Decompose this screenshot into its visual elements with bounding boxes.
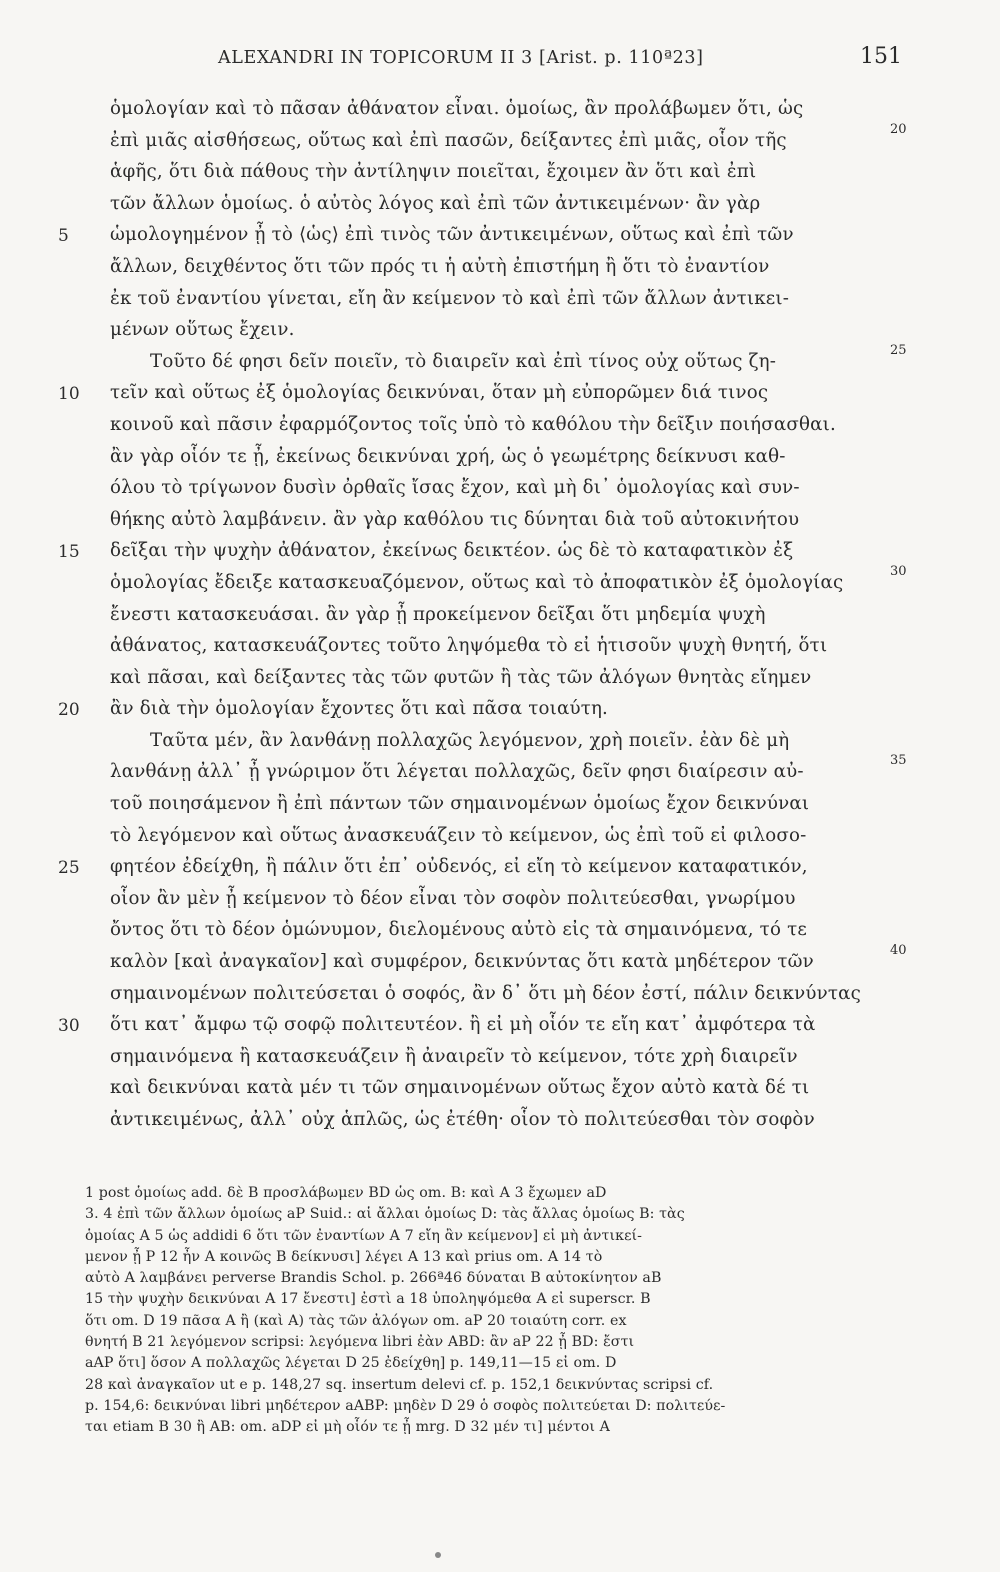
line-text: ἐκ τοῦ ἐναντίου γίνεται, εἴη ἂν κείμενον τὸ καὶ ἐπὶ τῶν ἄλλων ἀντικει- <box>110 287 790 309</box>
line-text: ὅτι κατ᾽ ἄμφω τῷ σοφῷ πολιτευτέον. ἢ εἰ μὴ οἷόν τε εἴη κατ᾽ ἀμφότερα τὰ <box>110 1014 816 1036</box>
footnote-text: 28 καὶ ἀναγκαῖον ut e p. 148,27 sq. insertum delevi cf. p. 152,1 δεικνύντας scripsi cf. <box>85 1376 714 1393</box>
text-line <box>0 981 1000 1013</box>
line-number: 20 <box>58 700 80 721</box>
footnote-line <box>0 1183 1000 1204</box>
page-header <box>0 44 1000 74</box>
line-number: 5 <box>58 226 69 247</box>
footnote-line <box>0 1417 1000 1438</box>
text-line <box>0 380 1000 412</box>
critical-apparatus <box>0 1183 1000 1439</box>
line-text: τοῦ ποιησάμενον ἢ ἐπὶ πάντων τῶν σημαινομένων ὁμοίως ἔχον δεικνύναι <box>110 793 810 815</box>
line-number: 15 <box>58 542 80 563</box>
text-line <box>0 753 1000 791</box>
text-line <box>0 254 1000 286</box>
footnote-line <box>0 1226 1000 1247</box>
text-line <box>0 538 1000 570</box>
text-line <box>0 286 1000 318</box>
line-number: 10 <box>58 384 80 405</box>
line-text: ἀντικειμένως, ἀλλ᾽ οὐχ ἁπλῶς, ὡς ἐτέθη· οἷον τὸ πολιτεύεσθαι τὸν σοφὸν <box>110 1109 815 1130</box>
footnote-text: 15 τὴν ψυχὴν δεικνύναι A 17 ἔνεστι] ἐστὶ a 18 ὑποληψόμεθα A εἰ superscr. B <box>85 1291 651 1308</box>
text-line <box>0 728 1000 760</box>
footnote-line <box>0 1353 1000 1374</box>
footnote-text: μενον ᾖ P 12 ἦν A κοινῶς B δείκνυσι] λέγει A 13 καὶ prius om. A 14 τὸ <box>85 1248 603 1265</box>
footnote-text: θνητή B 21 λεγόμενον scripsi: λεγόμενα libri ἐὰν ABD: ἂν aP 22 ᾖ BD: ἔστι <box>85 1334 635 1351</box>
line-text: φητέον ἐδείχθη, ἢ πάλιν ὅτι ἐπ᾽ οὐδενός, εἰ εἴη τὸ κείμενον καταφατικόν, <box>110 856 808 878</box>
line-text: ἐπὶ μιᾶς αἰσθήσεως, οὕτως καὶ ἐπὶ πασῶν, δείξαντες ἐπὶ μιᾶς, οἷον τῆς <box>110 129 787 151</box>
footnote-text: 1 post ὁμοίως add. δὲ B προσλάβωμεν BD ὡς om. B: καὶ A 3 ἔχωμεν aD <box>85 1185 607 1201</box>
text-line <box>0 222 1000 254</box>
line-text: μένων οὕτως ἔχειν. <box>110 319 295 341</box>
footnote-line <box>0 1204 1000 1225</box>
line-text: όλου τὸ τρίγωνον δυσὶν ὀρθαῖς ἴσας ἔχον, καὶ μὴ δι᾽ ὁμολογίας καὶ συν- <box>110 477 800 499</box>
text-line <box>0 507 1000 539</box>
ink-speck <box>435 1552 441 1558</box>
line-text: ἀθάνατος, κατασκευάζοντες τοῦτο ληψόμεθα τὸ εἰ ἡτισοῦν ψυχὴ θνητή, ὅτι <box>110 635 828 657</box>
line-text: σημαινόμενα ἢ κατασκευάζειν ἢ ἀναιρεῖν τὸ κείμενον, τότε χρὴ διαιρεῖν <box>110 1045 798 1067</box>
margin-line-number: 40 <box>890 943 907 959</box>
text-line <box>0 444 1000 476</box>
text-line <box>0 191 1000 223</box>
line-number: 30 <box>58 1016 80 1037</box>
line-text: κοινοῦ καὶ πᾶσιν ἐφαρμόζοντος τοῖς ὑπὸ τὸ καθόλου τὴν δεῖξιν ποιήσασθαι. <box>110 413 836 435</box>
text-line <box>0 412 1000 444</box>
footnote-line <box>0 1396 1000 1417</box>
text-line <box>0 1075 1000 1107</box>
footnote-line <box>0 1332 1000 1353</box>
text-line <box>0 317 1000 349</box>
text-line <box>0 696 1000 728</box>
footnote-text: ὅτι om. D 19 πᾶσα A ἢ (καὶ A) τὰς τῶν ἀλόγων om. aP 20 τοιαύτη corr. ex <box>85 1312 627 1329</box>
line-text: Τοῦτο δέ φησι δεῖν ποιεῖν, τὸ διαιρεῖν καὶ ἐπὶ τίνος οὐχ οὕτως ζη- <box>150 350 777 372</box>
footnote-text: aAP ὅτι] ὅσον A πολλαχῶς λέγεται D 25 ἐδείχθη] p. 149,11—15 εἰ om. D <box>85 1355 617 1372</box>
running-title: ALEXANDRI IN TOPICORUM II 3 [Arist. p. 110ª23] <box>218 48 704 68</box>
text-line <box>0 1044 1000 1076</box>
text-line <box>0 563 1000 602</box>
line-text: λανθάνῃ ἀλλ᾽ ᾖ γνώριμον ὅτι λέγεται πολλαχῶς, δεῖν φησι διαίρεσιν αὐ- <box>110 761 804 783</box>
footnote-text: p. 154,6: δεικνύναι libri μηδέτερον aABP: μηδὲν D 29 ὁ σοφὸς πολιτεύεται D: πολιτεύε- <box>85 1397 726 1414</box>
margin-line-number: 25 <box>890 342 907 358</box>
footnote-text: 3. 4 ἐπὶ τῶν ἄλλων ὁμοίως aP Suid.: αἱ ἄλλαι ὁμοίως D: τὰς ἄλλας ὁμοίως B: τὰς <box>85 1206 685 1223</box>
text-line <box>0 121 1000 160</box>
text-line <box>0 823 1000 855</box>
line-text: ὡμολογημένον ᾖ τὸ ⟨ὡς⟩ ἐπὶ τινὸς τῶν ἀντικειμένων, οὕτως καὶ ἐπὶ τῶν <box>110 224 794 246</box>
footnote-line <box>0 1268 1000 1289</box>
footnote-line <box>0 1375 1000 1396</box>
line-text: θήκης αὐτὸ λαμβάνειν. ἂν γὰρ καθόλου τις δύνηται διὰ τοῦ αὐτοκινήτου <box>110 508 800 530</box>
line-text: καὶ δεικνύναι κατὰ μέν τι τῶν σημαινομένων οὕτως ἔχον αὐτὸ κατὰ δέ τι <box>110 1077 810 1099</box>
text-line <box>0 791 1000 823</box>
text-line <box>0 159 1000 191</box>
line-text: ἂν γὰρ οἷόν τε ᾖ, ἐκείνως δεικνύναι χρή, ὡς ὁ γεωμέτρης δείκνυσι καθ- <box>110 445 786 467</box>
text-line <box>0 917 1000 949</box>
line-text: καὶ πᾶσαι, καὶ δείξαντες τὰς τῶν φυτῶν ἢ τὰς τῶν ἀλόγων θνητὰς εἴημεν <box>110 666 812 688</box>
margin-line-number: 35 <box>890 753 907 769</box>
text-line <box>0 943 1000 981</box>
text-line <box>0 96 1000 128</box>
line-text: σημαινομένων πολιτεύσεται ὁ σοφός, ἂν δ᾽ ὅτι μὴ δέον ἐστί, πάλιν δεικνύντας <box>110 982 861 1004</box>
page-number: 151 <box>860 44 902 69</box>
text-line <box>0 886 1000 918</box>
main-text <box>0 96 1000 1139</box>
line-text: ἄλλων, δειχθέντος ὅτι τῶν πρός τι ἡ αὐτὴ ἐπιστήμη ἢ ὅτι τὸ ἐναντίον <box>110 255 770 277</box>
text-line <box>0 602 1000 634</box>
line-text: ὁμολογίας ἔδειξε κατασκευαζόμενον, οὕτως καὶ τὸ ἀποφατικὸν ἐξ ὁμολογίας <box>110 571 844 593</box>
footnote-text: αὐτὸ A λαμβάνει perverse Brandis Schol. p. 266ª46 δύναται B αὐτοκίνητον aB <box>85 1270 662 1287</box>
line-text: τεῖν καὶ οὕτως ἐξ ὁμολογίας δεικνύναι, ὅταν μὴ εὐπορῶμεν διά τινος <box>110 382 769 404</box>
line-text: καλὸν [καὶ ἀναγκαῖον] καὶ συμφέρον, δεικνύντας ὅτι κατὰ μηδέτερον τῶν <box>110 951 814 973</box>
line-text: τὸ λεγόμενον καὶ οὕτως ἀνασκευάζειν τὸ κείμενον, ὡς ἐπὶ τοῦ εἰ φιλοσο- <box>110 824 807 846</box>
text-line <box>0 1012 1000 1044</box>
line-text: τῶν ἄλλων ὁμοίως. ὁ αὐτὸς λόγος καὶ ἐπὶ τῶν ἀντικειμένων· ἂν γὰρ <box>110 192 761 214</box>
text-line <box>0 633 1000 665</box>
line-text: οἷον ἂν μὲν ᾖ κείμενον τὸ δέον εἶναι τὸν σοφὸν πολιτεύεσθαι, γνωρίμου <box>110 887 796 909</box>
text-line <box>0 342 1000 381</box>
footnote-line <box>0 1311 1000 1332</box>
margin-line-number: 30 <box>890 563 907 579</box>
footnote-text: ὁμοίας A 5 ὡς addidi 6 ὅτι τῶν ἐναντίων A 7 εἴη ἂν κείμενον] εἰ μὴ ἀντικεί- <box>85 1227 643 1244</box>
line-text: ὄντος ὅτι τὸ δέον ὁμώνυμον, διελομένους αὐτὸ εἰς τὰ σημαινόμενα, τό τε <box>110 919 807 941</box>
line-text: δεῖξαι τὴν ψυχὴν ἀθάνατον, ἐκείνως δεικτέον. ὡς δὲ τὸ καταφατικὸν ἐξ <box>110 540 794 562</box>
line-text: ἂν διὰ τὴν ὁμολογίαν ἔχοντες ὅτι καὶ πᾶσα τοιαύτη. <box>110 698 609 720</box>
margin-line-number: 20 <box>890 121 907 137</box>
text-line <box>0 475 1000 507</box>
line-number: 25 <box>58 858 80 879</box>
text-line <box>0 1107 1000 1139</box>
line-text: ἁφῆς, ὅτι διὰ πάθους τὴν ἀντίληψιν ποιεῖται, ἔχοιμεν ἂν ὅτι καὶ ἐπὶ <box>110 161 757 183</box>
text-line <box>0 854 1000 886</box>
line-text: Ταῦτα μέν, ἂν λανθάνῃ πολλαχῶς λεγόμενον, χρὴ ποιεῖν. ἐὰν δὲ μὴ <box>150 729 790 751</box>
footnote-line <box>0 1289 1000 1310</box>
footnote-text: ται etiam B 30 ἢ AB: om. aDP εἰ μὴ οἷόν τε ᾖ mrg. D 32 μέν τι] μέντοι A <box>85 1419 611 1436</box>
footnote-line <box>0 1247 1000 1268</box>
line-text: ἔνεστι κατασκευάσαι. ἂν γὰρ ᾖ προκείμενον δεῖξαι ὅτι μηδεμία ψυχὴ <box>110 603 766 625</box>
text-line <box>0 665 1000 697</box>
line-text: ὁμολογίαν καὶ τὸ πᾶσαν ἀθάνατον εἶναι. ὁμοίως, ἂν προλάβωμεν ὅτι, ὡς <box>110 98 804 119</box>
